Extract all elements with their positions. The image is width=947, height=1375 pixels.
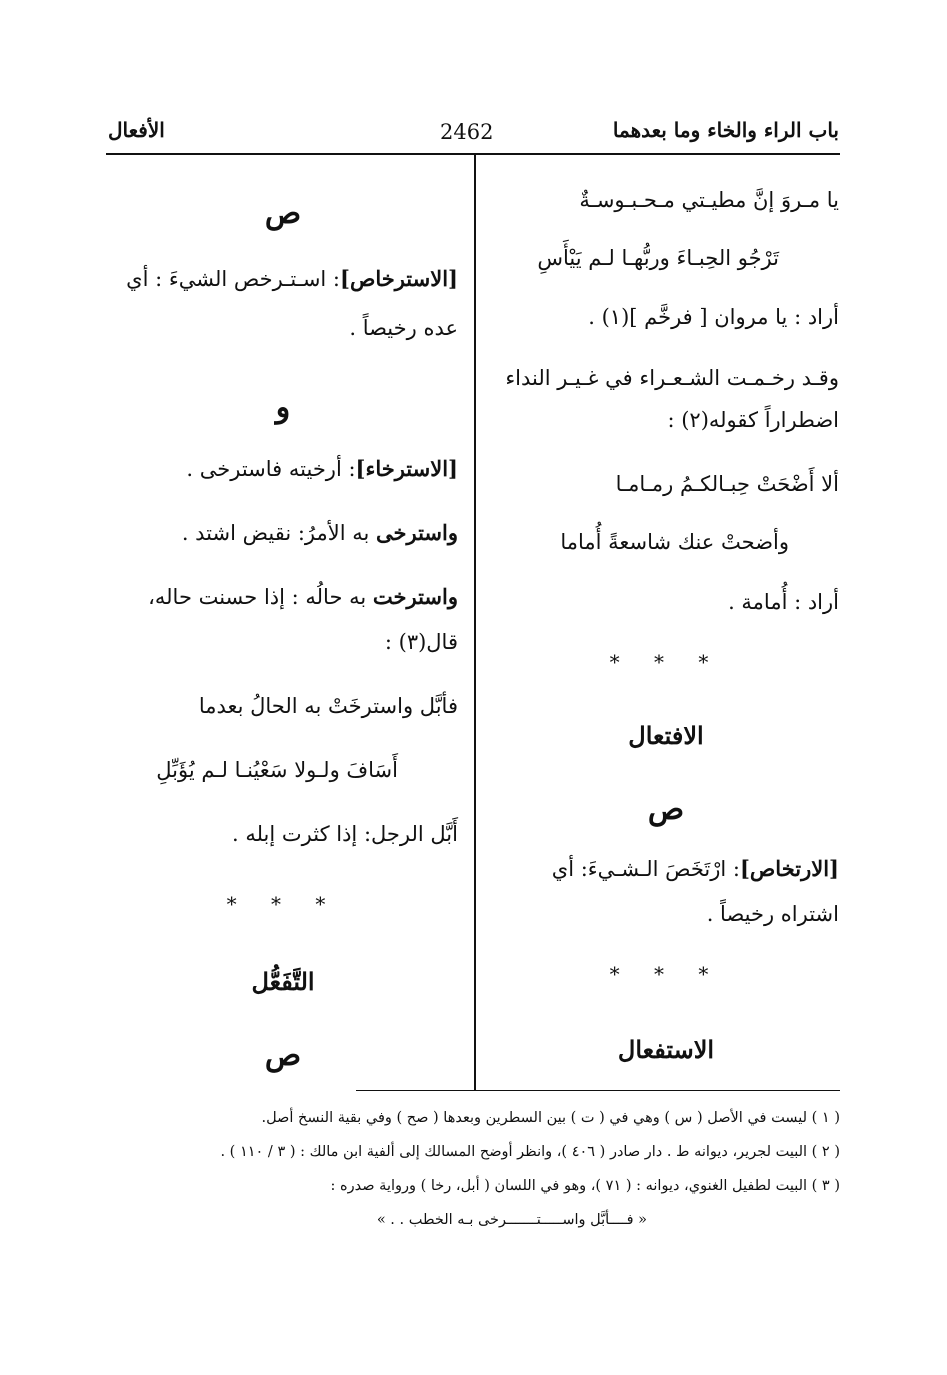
text-line: قال(٣) : xyxy=(384,630,458,654)
letter-heading: ص xyxy=(264,196,302,231)
footnote-3: ( ٣ ) البيت لطفيل الغنوي، ديوانه : ( ٧١ )، وهو في اللسان ( أبل، رخا ) ورواية صدره : xyxy=(330,1178,840,1194)
running-header-section: الأفعال xyxy=(108,118,165,142)
section-heading: الاستفعال xyxy=(617,1035,715,1064)
entry-definition: : ارْتَخَصَ الـشـيءَ: أي xyxy=(551,857,740,881)
entry-line xyxy=(148,584,458,610)
entry-definition: به حالُه : إذا حسنت حاله، xyxy=(148,585,373,609)
separator-stars: * * * xyxy=(609,962,723,986)
text-line: أراد : يا مروان [ فرخَّم ](١) . xyxy=(588,305,839,329)
page-number: 2462 xyxy=(440,120,494,144)
footnote-1: ( ١ ) ليست في الأصل ( س ) وهي في ( ت ) بين السطرين وبعدها ( صح ) وفي بقية النسخ أصل. xyxy=(261,1110,840,1126)
entry-line xyxy=(126,266,458,292)
section-heading: الافتعال xyxy=(628,721,704,750)
text-line: اضطراراً كقوله(٢) : xyxy=(667,408,839,432)
verse-line: يا مـروَ إنَّ مطيـتي مـحـبـوسـةٌ xyxy=(579,188,839,212)
verse-line: ألا أَضْحَتْ حِبـالكـمُ رمـامـا xyxy=(615,472,839,496)
letter-heading: ص xyxy=(264,1038,302,1073)
entry-definition: : أرخيته فاسترخى . xyxy=(186,457,356,481)
header-rule xyxy=(106,153,840,155)
text-line: عده رخيصاً . xyxy=(349,316,458,340)
separator-stars: * * * xyxy=(226,892,340,916)
letter-heading: و xyxy=(275,390,291,425)
entry-definition: به الأمرُ: نقيض اشتد . xyxy=(181,521,377,545)
entry-line xyxy=(182,520,458,546)
verse-line: تَرْجُو الحِبـاءَ وربُّهـا لـم يَيْأَسِ xyxy=(537,246,779,270)
letter-heading: ص xyxy=(647,792,685,827)
text-line: أراد : أُمامة . xyxy=(728,590,839,614)
verse-line: فأبَّل واسترخَتْ به الحالُ بعدما xyxy=(198,694,458,718)
entry-headword: [الاسترخاص] xyxy=(340,266,458,291)
text-line: أَبَّل الرجل: إذا كثرت إبله . xyxy=(231,822,458,846)
text-line: اشتراه رخيصاً . xyxy=(706,902,839,926)
entry-headword: [الارتخاص] xyxy=(739,856,839,881)
separator-stars: * * * xyxy=(609,650,723,674)
footnote-2: ( ٢ ) البيت لجرير، ديوانه ط . دار صادر ( ٤٠٦ )، وانظر أوضح المسالك إلى ألفية ابن مالك : ( ٣ / ١١٠ ) . xyxy=(220,1144,840,1160)
entry-headword: [الاسترخاء] xyxy=(355,456,458,481)
entry-definition: : اسـتـرخص الشيءَ : أي xyxy=(126,267,341,291)
section-heading: التَّفَعُّل xyxy=(251,967,315,996)
entry-headword: واسترخت xyxy=(372,584,458,609)
entry-headword: واسترخى xyxy=(376,520,458,545)
verse-line: أَسَافَ ولـولا سَعْيُنـا لـم يُؤَبِّلِ xyxy=(156,758,398,782)
entry-line xyxy=(552,856,839,882)
footnote-rule xyxy=(356,1090,840,1091)
entry-line xyxy=(186,456,458,482)
running-header-chapter: باب الراء والخاء وما بعدهما xyxy=(612,118,839,142)
footnote-3-quote: « فــــأبَّل واســـــتـــــــرخى بـه الخطب . . » xyxy=(376,1212,647,1228)
verse-line: وأضحتْ عنك شاسعةً أُماما xyxy=(560,530,789,554)
column-divider xyxy=(474,155,476,1090)
text-line: وقـد رخـمـت الشـعـراء في غـيـر النداء xyxy=(505,366,839,390)
